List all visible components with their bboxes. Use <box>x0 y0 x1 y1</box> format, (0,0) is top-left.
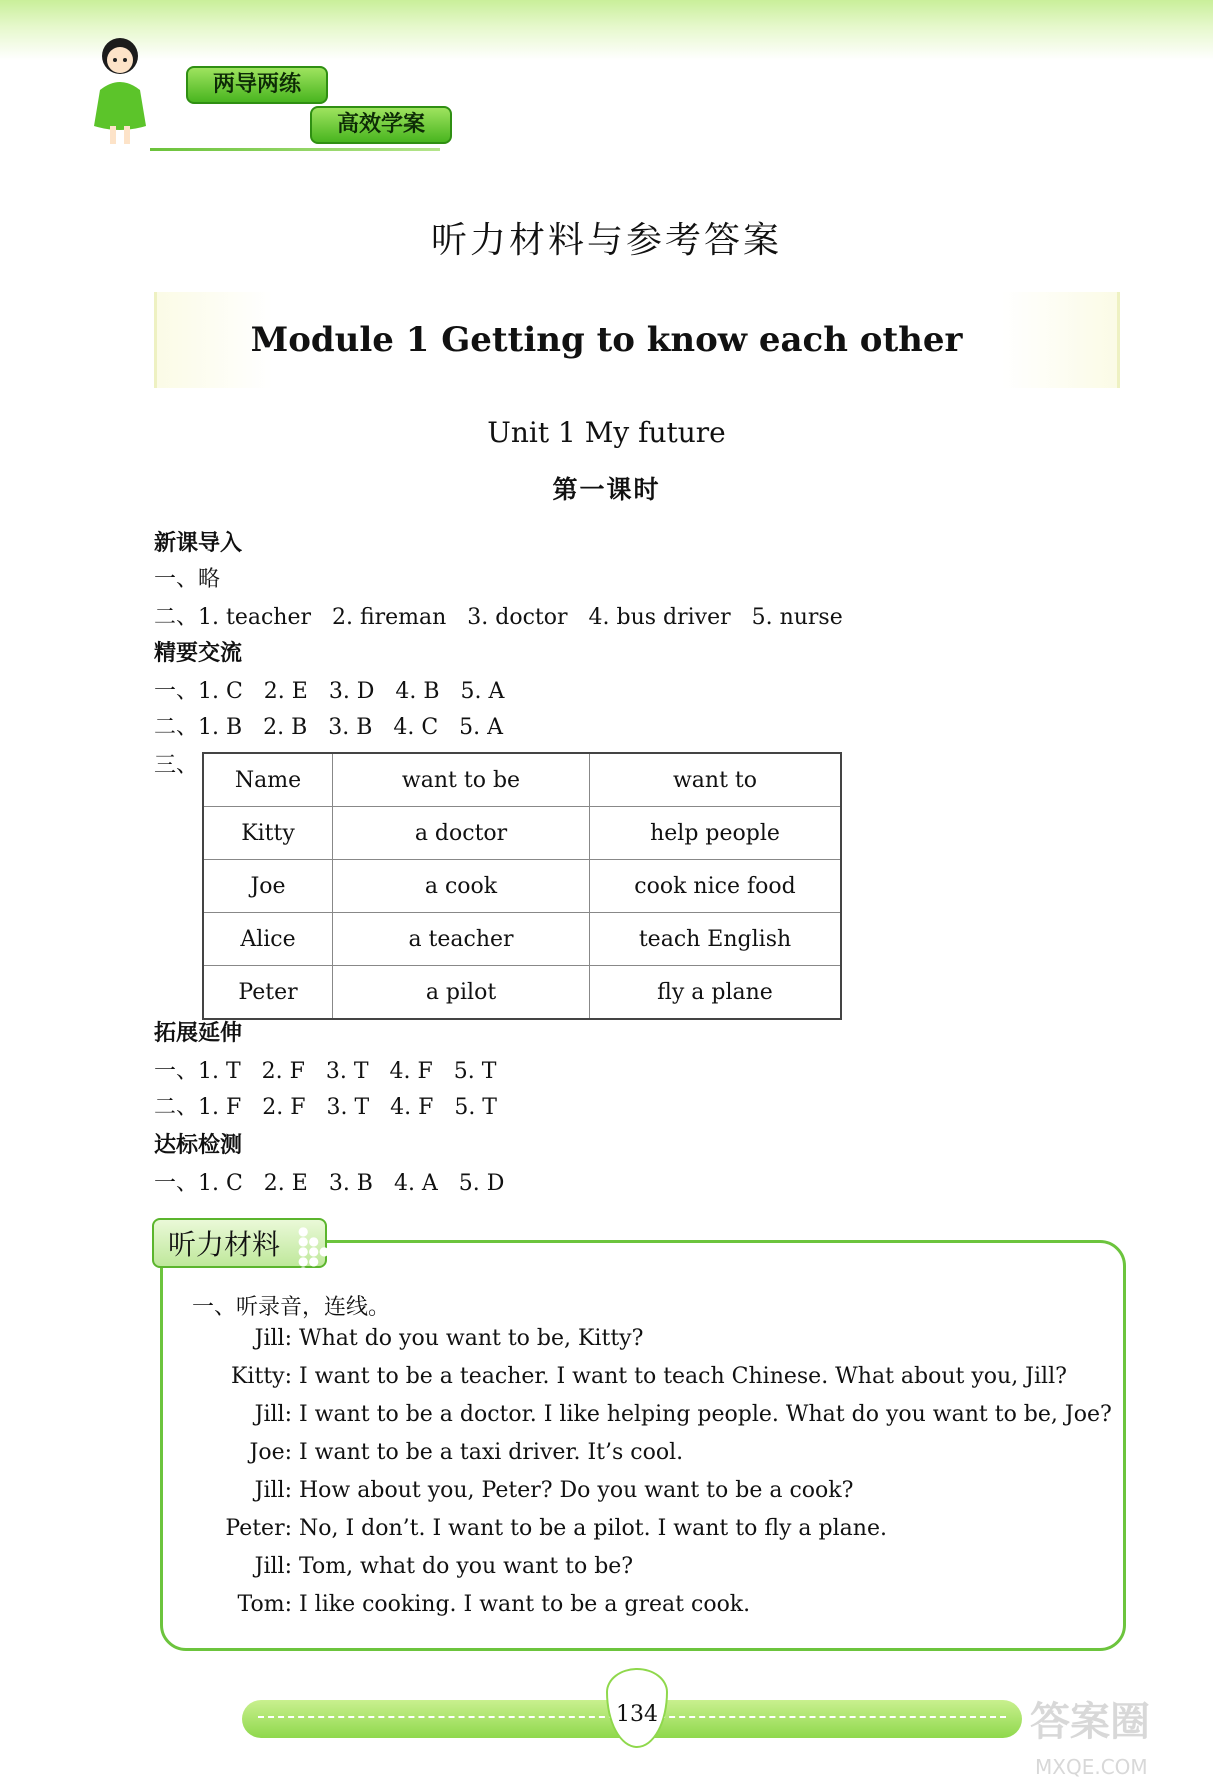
brand-tag-secondary: 高效学案 <box>310 106 452 144</box>
dialogue-line <box>200 1326 643 1351</box>
table-cell: a teacher <box>333 913 590 966</box>
dialogue-line <box>200 1478 853 1503</box>
table-row <box>203 913 841 966</box>
speaker-label: Tom: <box>237 1592 292 1617</box>
section-heading: 新课导入 <box>154 531 243 556</box>
table-cell: Alice <box>203 913 333 966</box>
dialogue-text: I want to be a doctor. I like helping people. What do you want to be, Joe? <box>292 1402 1112 1427</box>
table-header-cell: want to be <box>333 753 590 807</box>
table-header-cell: want to <box>590 753 842 807</box>
watermark-url: MXQE.COM <box>1035 1755 1148 1779</box>
brand-tag-primary: 两导两练 <box>186 66 328 104</box>
module-title: Module 1 Getting to know each other <box>250 320 963 360</box>
table-row <box>203 807 841 860</box>
table-cell: a doctor <box>333 807 590 860</box>
table-cell: teach English <box>590 913 842 966</box>
speaker-label: Peter: <box>225 1516 292 1541</box>
table-row <box>203 966 841 1020</box>
lesson-title: 第一课时 <box>552 475 661 504</box>
answer-line: 一、1. C 2. E 3. B 4. A 5. D <box>154 1171 505 1196</box>
listening-instruction: 一、听录音，连线。 <box>192 1295 391 1320</box>
table-cell: fly a plane <box>657 979 773 1005</box>
answer-line: 二、1. teacher 2. fireman 3. doctor 4. bus driver 5. nurse <box>154 605 843 630</box>
answer-line: 一、1. C 2. E 3. D 4. B 5. A <box>154 679 505 704</box>
table-cell: a pilot <box>333 966 590 1020</box>
dialogue-text: I want to be a teacher. I want to teach Chinese. What about you, Jill? <box>292 1364 1067 1389</box>
speaker-label: Kitty: <box>231 1364 292 1389</box>
dialogue-text: What do you want to be, Kitty? <box>292 1326 644 1351</box>
dialogue-text: No, I don’t. I want to be a pilot. I want to fly a plane. <box>292 1516 887 1541</box>
section-heading: 精要交流 <box>154 641 243 666</box>
speaker-label: Jill: <box>254 1478 292 1503</box>
watermark-logo: 答案圈 <box>1030 1699 1150 1745</box>
arrow-dots-icon: ● ●● ●●● ●● ● <box>298 1224 330 1278</box>
answer-line: 二、1. B 2. B 3. B 4. C 5. A <box>154 715 504 740</box>
page-number: 134 <box>616 1702 658 1727</box>
section-heading: 拓展延伸 <box>154 1021 243 1046</box>
answer-table <box>202 752 842 1020</box>
speaker-label: Jill: <box>254 1402 292 1427</box>
answer-line: 二、1. F 2. F 3. T 4. F 5. T <box>154 1095 497 1120</box>
top-gradient-band <box>0 0 1213 60</box>
dialogue-text: How about you, Peter? Do you want to be a cook? <box>292 1478 854 1503</box>
listening-tab: 听力材料 <box>152 1218 327 1268</box>
table-cell: a cook <box>333 860 590 913</box>
dialogue-line <box>200 1440 683 1465</box>
answer-line-prefix: 三、 <box>154 753 199 778</box>
speaker-label: Jill: <box>254 1554 292 1579</box>
speaker-label: Joe: <box>249 1440 292 1465</box>
answer-line: 一、略 <box>154 567 221 592</box>
dialogue-text: I like cooking. I want to be a great cook. <box>292 1592 751 1617</box>
table-cell: help people <box>590 807 842 860</box>
dialogue-line <box>200 1516 887 1541</box>
brand-underline <box>150 148 440 151</box>
table-cell: Peter <box>203 966 333 1020</box>
page-title: 听力材料与参考答案 <box>430 220 782 261</box>
table-cell: cook nice food <box>590 860 842 913</box>
speaker-label: Jill: <box>254 1326 292 1351</box>
table-row <box>203 860 841 913</box>
table-cell: Kitty <box>203 807 333 860</box>
answer-line: 一、1. T 2. F 3. T 4. F 5. T <box>154 1059 497 1084</box>
dialogue-text: I want to be a taxi driver. It’s cool. <box>292 1440 684 1465</box>
table-cell: Joe <box>203 860 333 913</box>
dialogue-line <box>200 1592 750 1617</box>
table-header-cell: Name <box>203 753 333 807</box>
dialogue-text: Tom, what do you want to be? <box>292 1554 634 1579</box>
section-heading: 达标检测 <box>154 1133 243 1158</box>
girl-mascot-icon <box>84 30 156 150</box>
dialogue-line <box>200 1364 1067 1389</box>
dialogue-line <box>200 1554 633 1579</box>
unit-title: Unit 1 My future <box>487 416 726 449</box>
table-header-row <box>203 753 841 807</box>
dialogue-line <box>200 1402 1112 1427</box>
